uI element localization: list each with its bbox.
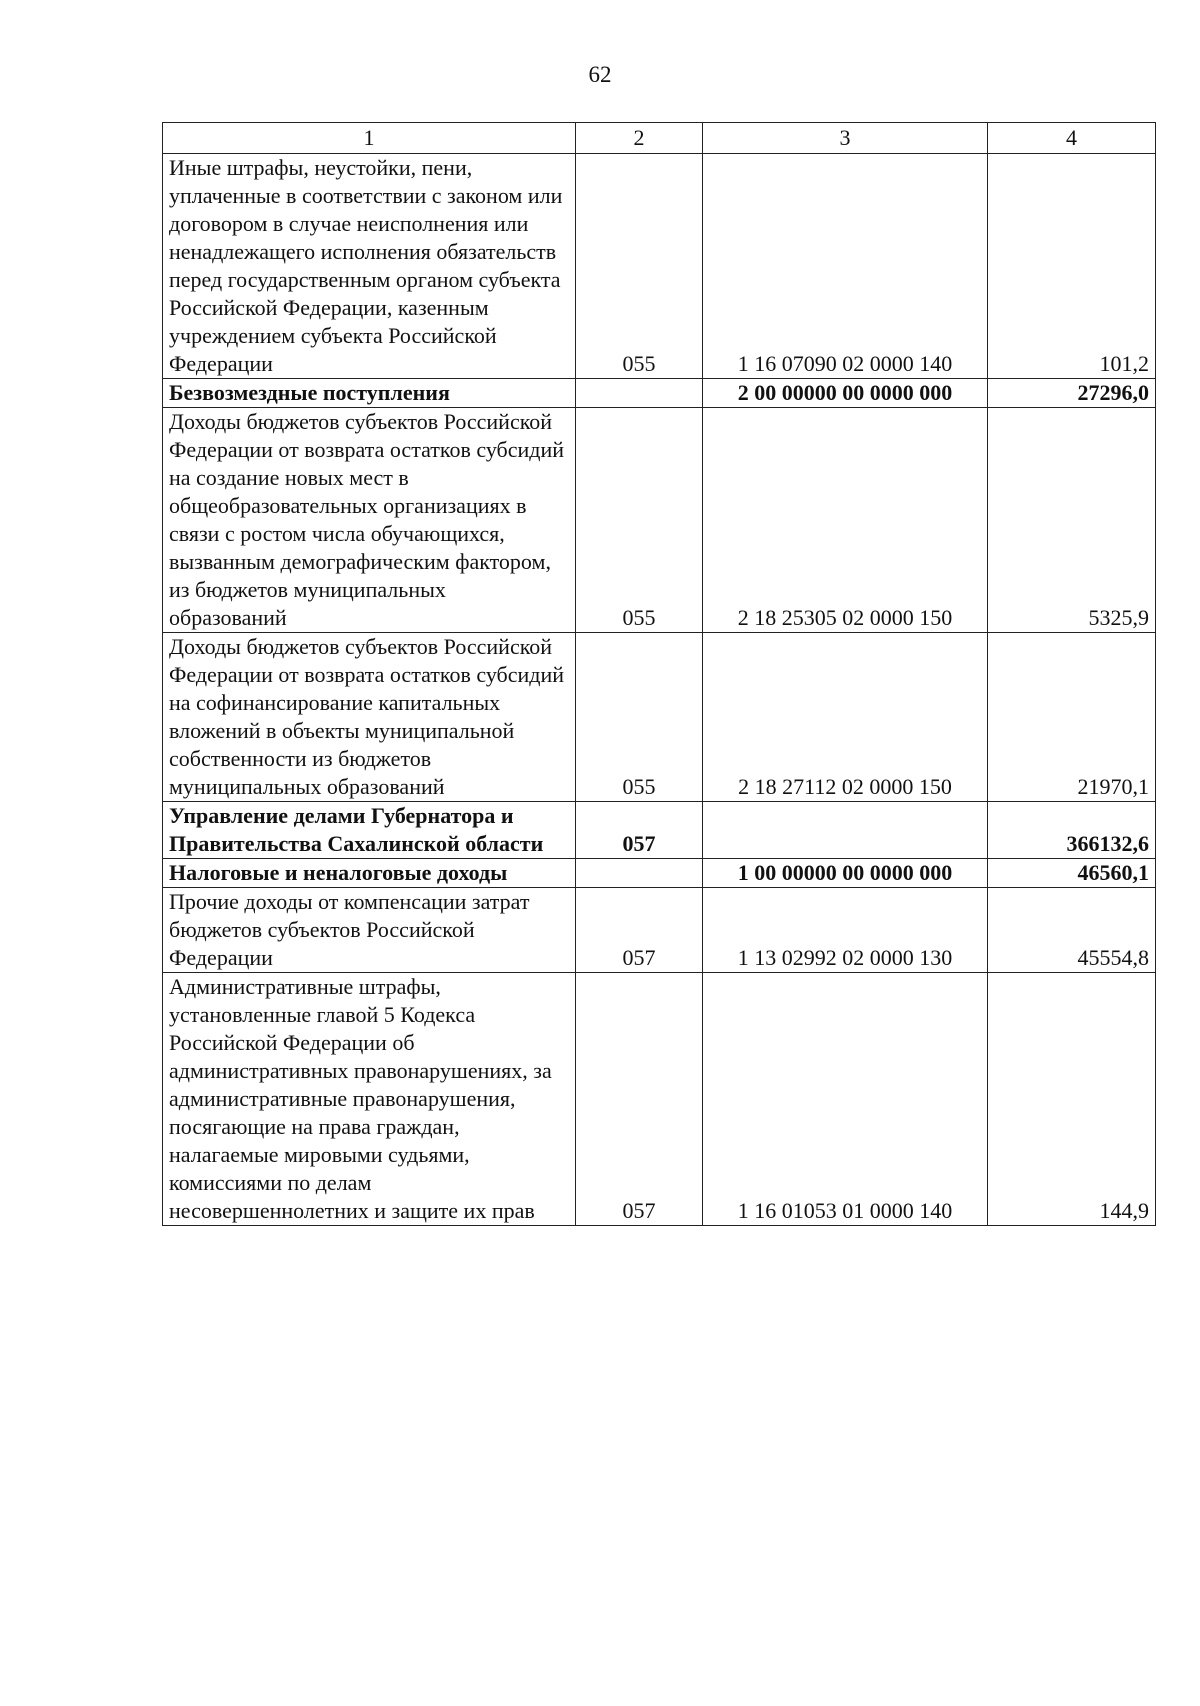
row-name: Налоговые и неналоговые доходы (163, 859, 576, 888)
row-budget-code: 1 13 02992 02 0000 130 (703, 888, 988, 973)
row-budget-code: 1 16 01053 01 0000 140 (703, 973, 988, 1226)
row-admin-code: 057 (576, 973, 703, 1226)
row-amount: 366132,6 (988, 802, 1156, 859)
row-admin-code (576, 859, 703, 888)
table-row (163, 379, 1156, 408)
row-admin-code: 055 (576, 408, 703, 633)
row-amount: 5325,9 (988, 408, 1156, 633)
row-name: Административные штрафы, установленные главой 5 Кодекса Российской Федерации об административных правонарушениях, за административные правонарушения, посягающие на права граждан, налагаемые мировыми судьями, комиссиями по делам несовершеннолетних и защите их прав (163, 973, 576, 1226)
row-admin-code: 055 (576, 154, 703, 379)
table-row (163, 973, 1156, 1226)
table-row (163, 633, 1156, 802)
table-row (163, 154, 1156, 379)
row-budget-code: 2 00 00000 00 0000 000 (703, 379, 988, 408)
header-col-2: 2 (576, 123, 703, 154)
row-amount: 27296,0 (988, 379, 1156, 408)
row-amount: 101,2 (988, 154, 1156, 379)
table-row (163, 408, 1156, 633)
row-amount: 144,9 (988, 973, 1156, 1226)
header-col-3: 3 (703, 123, 988, 154)
header-col-4: 4 (988, 123, 1156, 154)
row-amount: 46560,1 (988, 859, 1156, 888)
row-name: Прочие доходы от компенсации затрат бюджетов субъектов Российской Федерации (163, 888, 576, 973)
row-admin-code (576, 379, 703, 408)
table-row (163, 888, 1156, 973)
row-amount: 21970,1 (988, 633, 1156, 802)
page-number: 62 (588, 62, 612, 87)
row-name: Иные штрафы, неустойки, пени, уплаченные в соответствии с законом или договором в случае неисполнения или ненадлежащего исполнения обязательств перед государственным органом субъекта Российской Федерации, казенным учреждением субъекта Российской Федерации (163, 154, 576, 379)
row-budget-code (703, 802, 988, 859)
header-col-1: 1 (163, 123, 576, 154)
row-amount: 45554,8 (988, 888, 1156, 973)
row-name: Доходы бюджетов субъектов Российской Федерации от возврата остатков субсидий на софинансирование капитальных вложений в объекты муниципальной собственности из бюджетов муниципальных образований (163, 633, 576, 802)
row-budget-code: 1 00 00000 00 0000 000 (703, 859, 988, 888)
row-budget-code: 2 18 25305 02 0000 150 (703, 408, 988, 633)
row-budget-code: 1 16 07090 02 0000 140 (703, 154, 988, 379)
table-row (163, 802, 1156, 859)
row-budget-code: 2 18 27112 02 0000 150 (703, 633, 988, 802)
row-name: Безвозмездные поступления (163, 379, 576, 408)
row-admin-code: 055 (576, 633, 703, 802)
row-admin-code: 057 (576, 888, 703, 973)
table-header-row (163, 123, 1156, 154)
row-admin-code: 057 (576, 802, 703, 859)
revenue-table (162, 122, 1156, 1226)
table-row (163, 859, 1156, 888)
row-name: Доходы бюджетов субъектов Российской Федерации от возврата остатков субсидий на создание новых мест в общеобразовательных организациях в связи с ростом числа обучающихся, вызванным демографическим фактором, из бюджетов муниципальных образований (163, 408, 576, 633)
row-name: Управление делами Губернатора и Правительства Сахалинской области (163, 802, 576, 859)
